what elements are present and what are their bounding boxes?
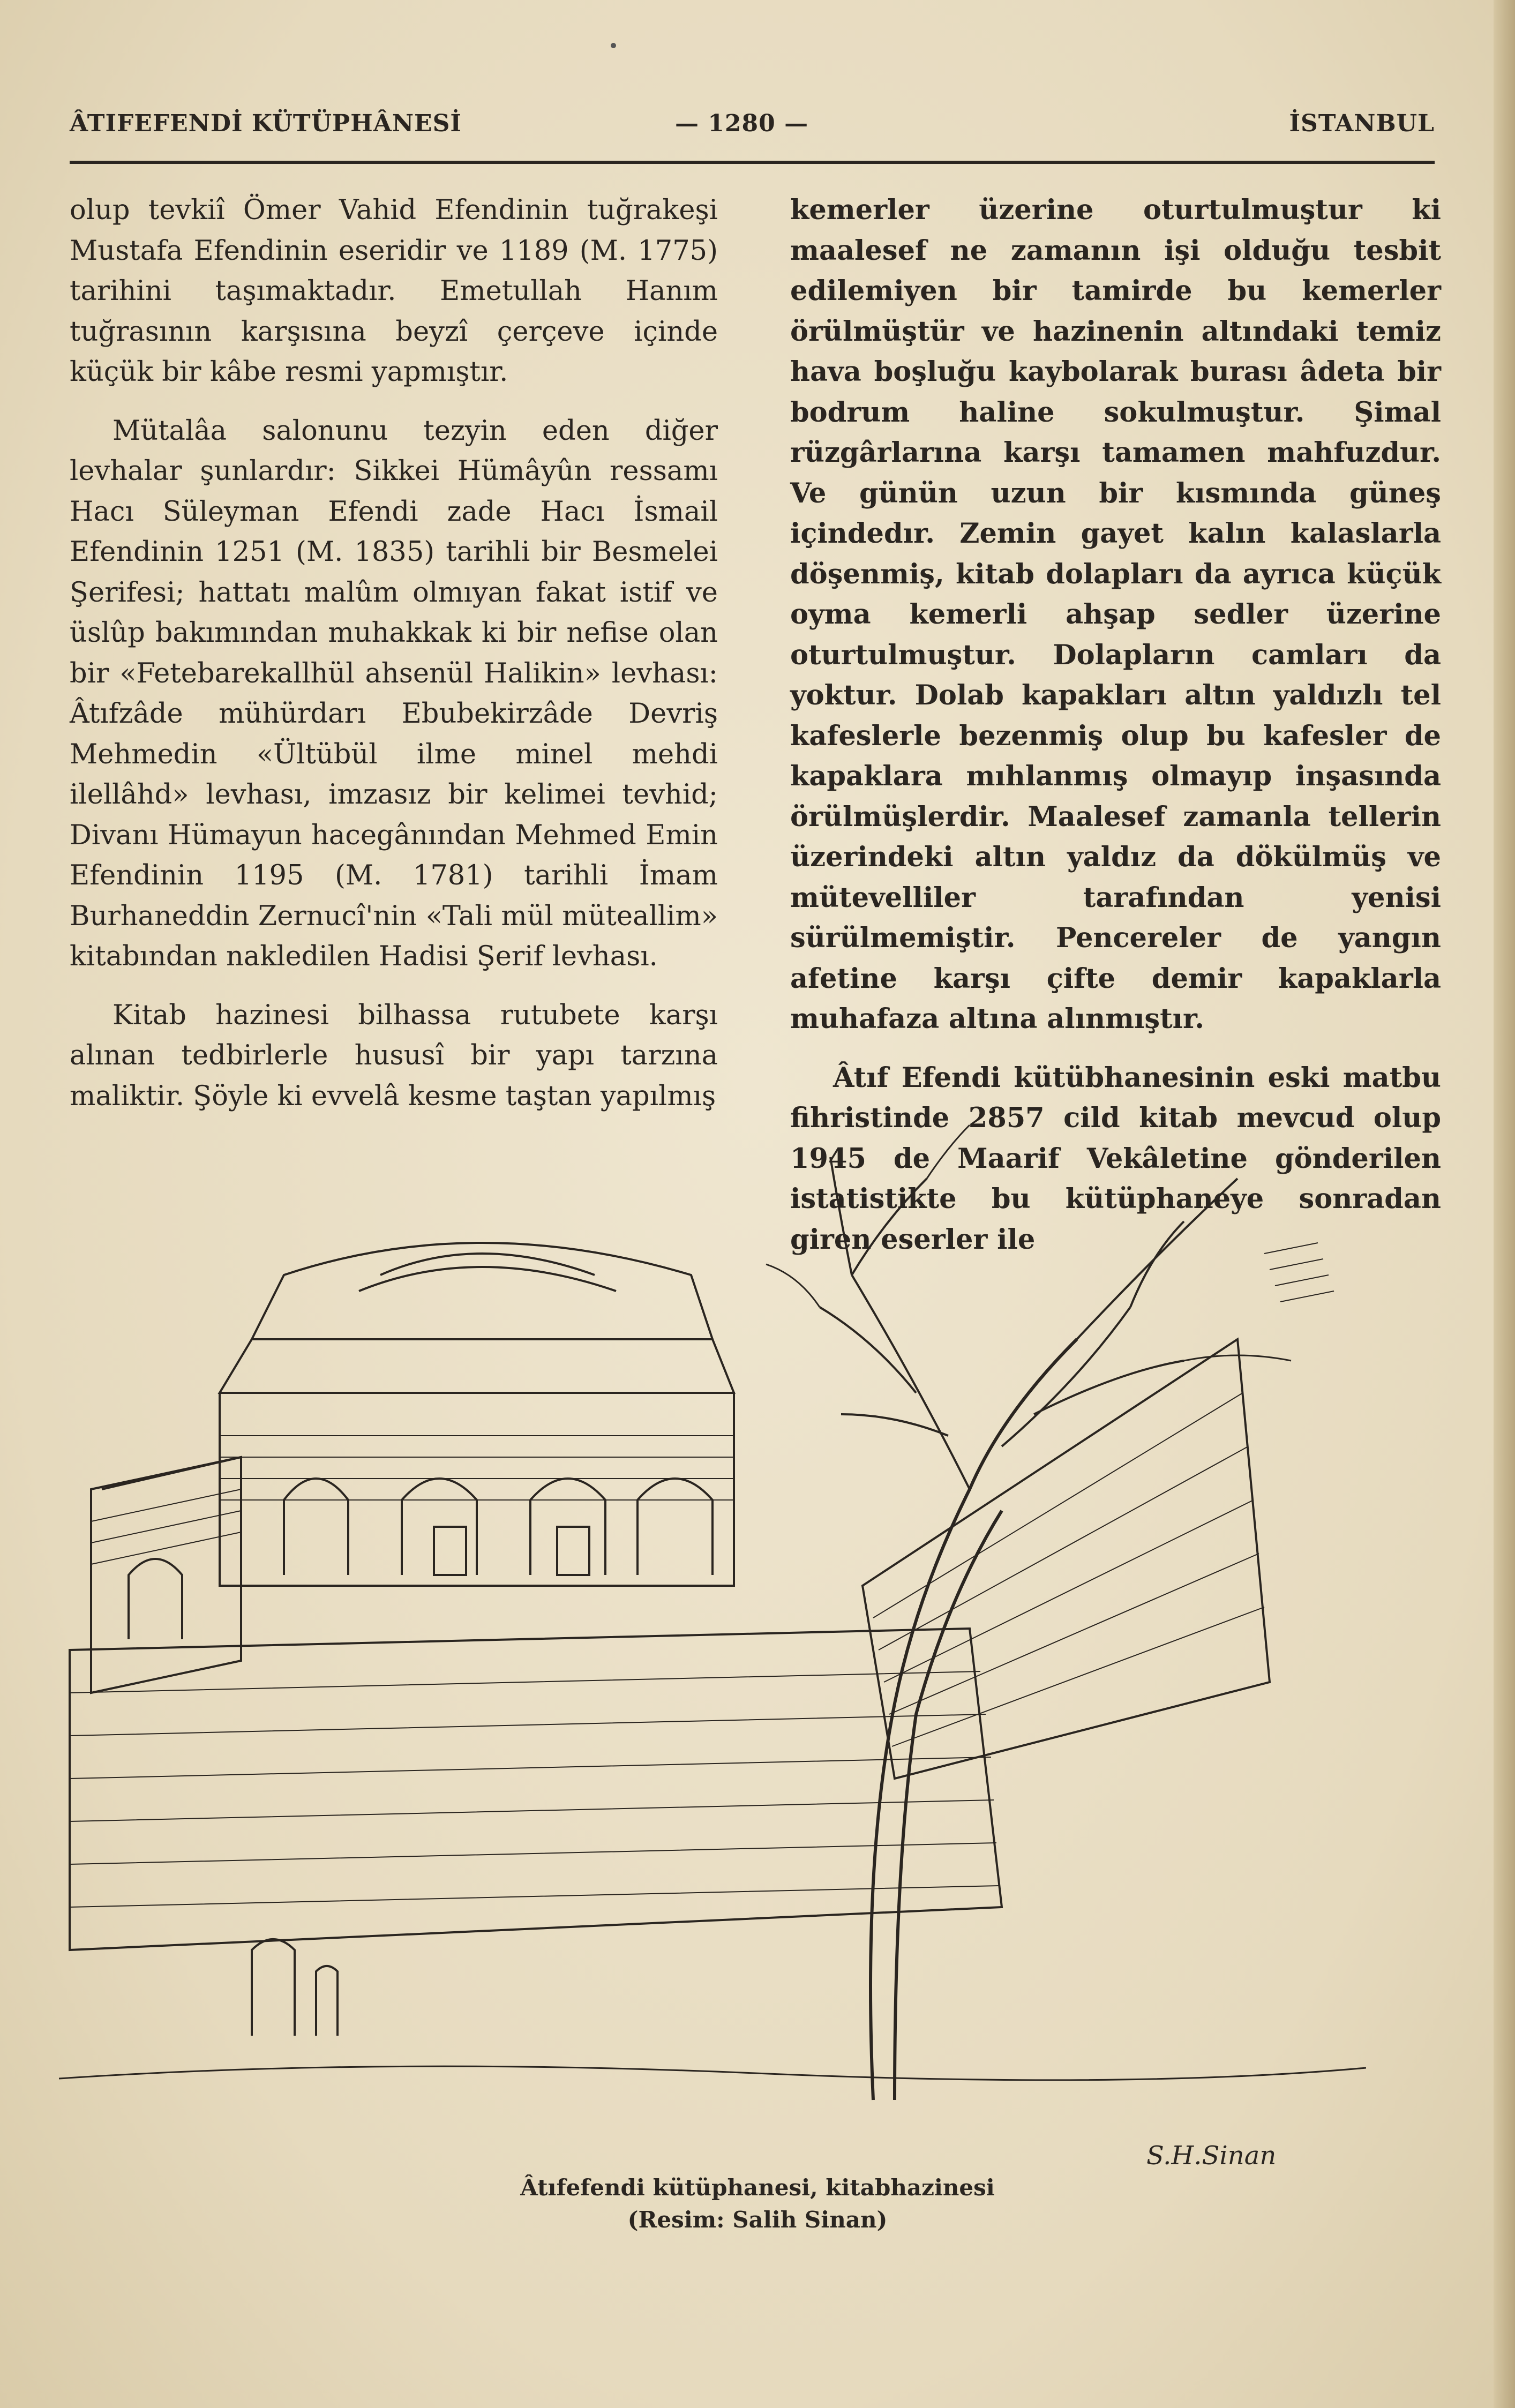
header-rule <box>70 161 1435 164</box>
paragraph: kemerler üzerine oturtulmuştur ki maalesef ne zamanın işi olduğu tesbit edilemiyen bir tamirde bu kemerler örülmüştür ve hazinenin altındaki temiz hava boşluğu kaybolarak burası âdeta bir bodrum haline sokulmuştur. Şimal rüzgârlarına karşı tamamen mahfuzdur. Ve günün uzun bir kısmında güneş içindedır. Zemin gayet kalın kalaslarla döşenmiş, kitab dolapları da ayrıca küçük oyma kemerli ahşap sedler üzerine oturtulmuştur. Dolapların camları da yoktur. Dolab kapakları altın yaldızlı tel kafeslerle bezenmiş olup bu kafesler de kapaklara mıhlanmış olmayıp inşasında örülmüşlerdir. Maalesef zamanla tellerin üzerindeki altın yaldız da dökülmüş ve mütevelliler tarafından yenisi sürülmemiştir. Pencereler de yangın afetine karşı çifte demir kapaklarla muhafaza altına alınmıştır. <box>790 194 1441 1035</box>
paragraph: Kitab hazinesi bilhassa rutubete karşı alınan tedbirlerle hususî bir yapı tarzına maliktir. Şöyle ki evvelâ kesme taştan yapılmış <box>70 999 718 1112</box>
running-header <box>70 110 1435 147</box>
library-illustration <box>59 1114 1366 2180</box>
paragraph: Mütalâa salonunu tezyin eden diğer levhalar şunlardır: Sikkei Hümâyûn ressamı Hacı Süleyman Efendi zade Hacı İsmail Efendinin 1251 (M. 1835) tarihli bir Besmelei Şerifesi; hattatı malûm olmıyan fakat istif ve üslûp bakımından muhakkak ki bir nefise olan bir «Fetebarekallhül ahsenül Halikin» levhası: Âtıfzâde mühürdarı Ebubekirzâde Devriş Mehmedin «Ültübül ilme minel mehdi ilellâhd» levhası, imzasız bir kelimei tevhid; Divanı Hümayun hacegânından Mehmed Emin Efendinin 1195 (M. 1781) tarihli İmam Burhaneddin Zernucî'nin «Tali mül müteallim» kitabından nakledilen Hadisi Şerif levhası. <box>70 415 718 972</box>
paragraph: Âtıf Efendi kütübhanesinin eski matbu fihristinde 2857 cild kitab mevcud olup 1945 de Maarif Vekâletine gönderilen istatistikte bu kütüphaneye sonradan giren eserler ile <box>790 1061 1441 1256</box>
paragraph: olup tevkiî Ömer Vahid Efendinin tuğrakeşi Mustafa Efendinin eseridir ve 1189 (M. 1775) tarihini taşımaktadır. Emetullah Hanım tuğrasının karşısına beyzî çerçeve içinde küçük bir kâbe resmi yapmıştır. <box>70 194 718 388</box>
ink-speck <box>611 43 616 48</box>
page-number: — 1280 — <box>675 110 809 137</box>
illustration-signature: S.H.Sinan <box>1146 2141 1277 2171</box>
column-left <box>70 190 718 1135</box>
page-edge <box>1494 0 1515 2408</box>
figure-caption: Âtıfefendi kütüphanesi, kitabhazinesi <box>520 2174 995 2201</box>
header-city: İSTANBUL <box>1289 110 1435 137</box>
illustration-drawing <box>59 1114 1366 2180</box>
figure-credit: (Resim: Salih Sinan) <box>627 2207 888 2233</box>
header-library-name: ÂTIFEFENDİ KÜTÜPHÂNESİ <box>70 110 462 137</box>
